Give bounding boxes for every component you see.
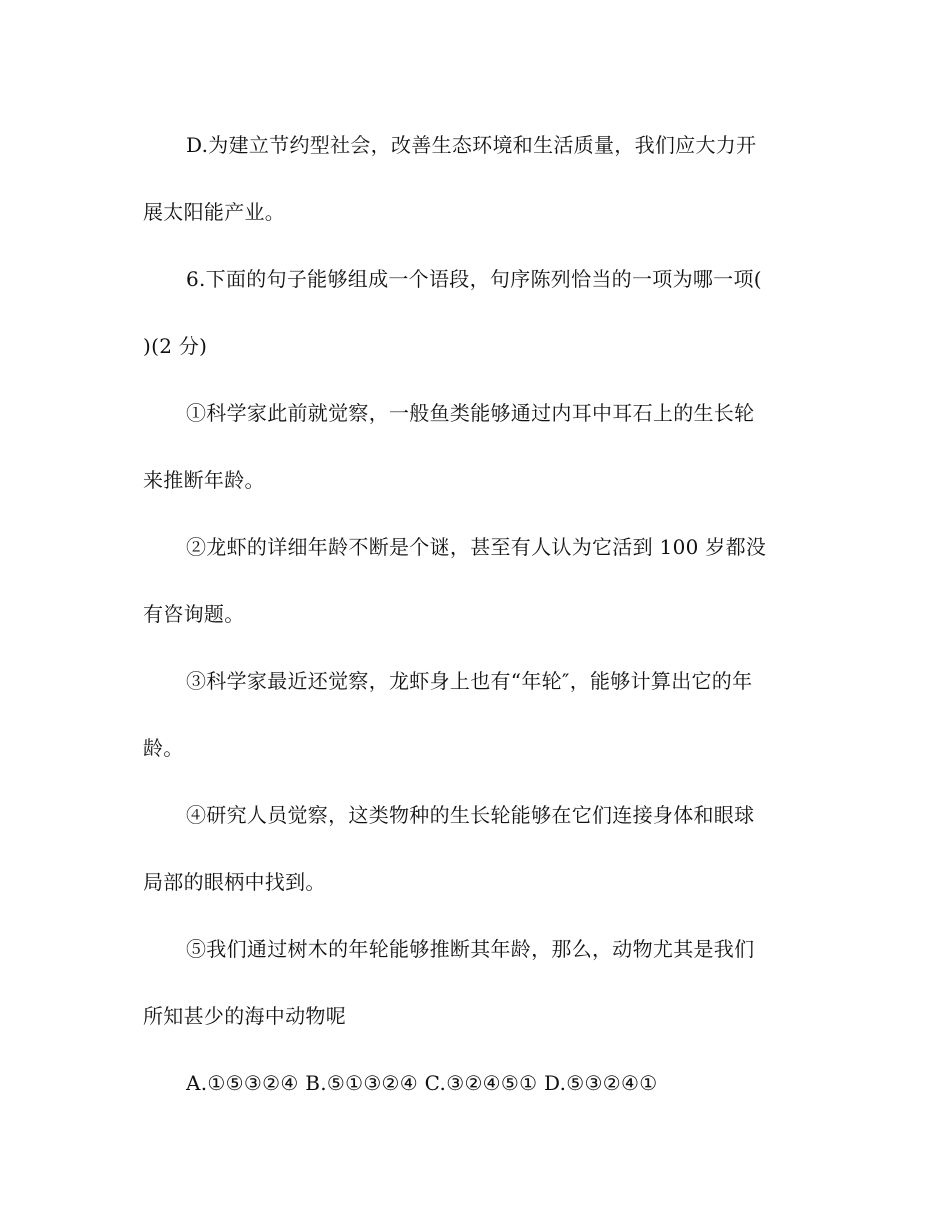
question-6-line-1: 6.下面的句子能够组成一个语段，句序陈列恰当的一项为哪一项(	[186, 267, 762, 291]
option-d-line-1: D.为建立节约型社会，改善生态环境和生活质量，我们应大力开	[186, 133, 757, 157]
sentence-5-line-1: ⑤我们通过树木的年轮能够推断其年龄，那么，动物尤其是我们	[186, 937, 755, 961]
sentence-3-line-2: 龄。	[143, 736, 184, 760]
sentence-1-line-1: ①科学家此前就觉察，一般鱼类能够通过内耳中耳石上的生长轮	[186, 401, 755, 425]
option-d-line-2: 展太阳能产业。	[143, 200, 286, 224]
sentence-2-line-1: ②龙虾的详细年龄不断是个谜，甚至有人认为它活到 100 岁都没	[186, 535, 767, 559]
sentence-4-line-1: ④研究人员觉察，这类物种的生长轮能够在它们连接身体和眼球	[186, 803, 755, 827]
sentence-3-line-1: ③科学家最近还觉察，龙虾身上也有“年轮″，能够计算出它的年	[186, 669, 753, 693]
answer-options: A.①⑤③②④ B.⑤①③②④ C.③②④⑤① D.⑤③②④①	[186, 1071, 658, 1095]
sentence-5-line-2: 所知甚少的海中动物呢	[143, 1004, 346, 1028]
question-6-line-2: )(2 分)	[143, 334, 208, 358]
sentence-4-line-2: 局部的眼柄中找到。	[143, 870, 326, 894]
sentence-1-line-2: 来推断年龄。	[143, 468, 265, 492]
sentence-2-line-2: 有咨询题。	[143, 602, 245, 626]
